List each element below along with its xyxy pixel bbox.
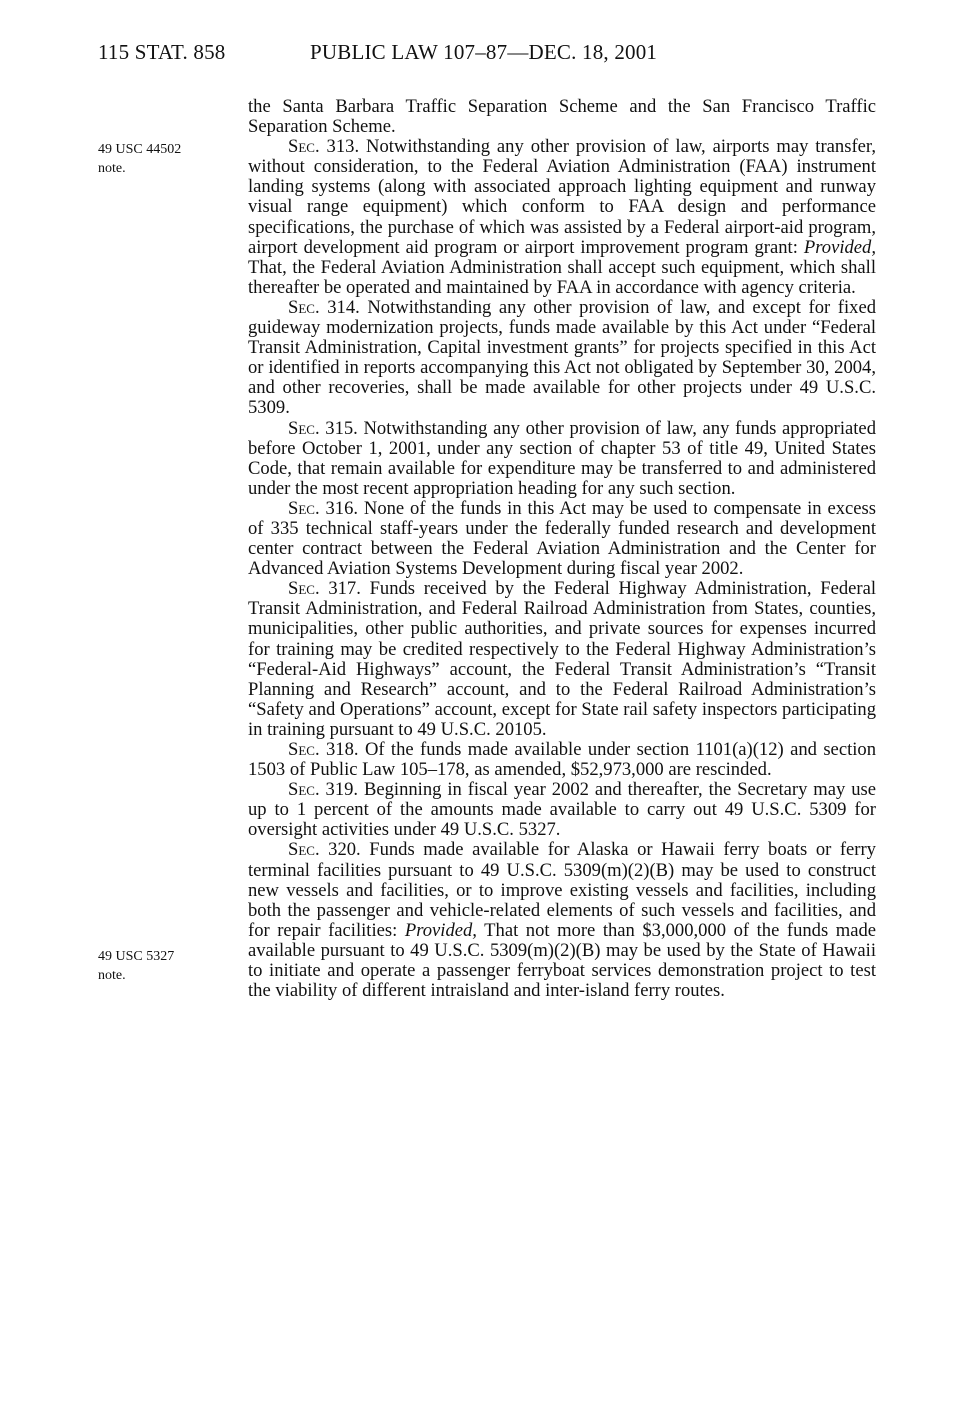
statute-page-reference: 115 STAT. 858 bbox=[98, 40, 226, 64]
margin-note-label: note. bbox=[98, 161, 126, 176]
section-314 bbox=[248, 298, 876, 419]
section-318 bbox=[248, 740, 876, 780]
margin-note-label: note. bbox=[98, 968, 126, 983]
section-number: 320. bbox=[328, 839, 361, 861]
section-label: Sec. bbox=[288, 779, 320, 801]
section-319 bbox=[248, 780, 876, 840]
section-number: 314. bbox=[327, 296, 360, 318]
main-body-text bbox=[248, 97, 876, 1001]
margin-citation: 49 USC 44502 bbox=[98, 142, 182, 157]
section-label: Sec. bbox=[288, 578, 320, 600]
section-number: 319. bbox=[325, 779, 359, 801]
section-320 bbox=[248, 840, 876, 1001]
section-text: Beginning in fiscal year 2002 and thereafter, the Secretary may use up to 1 percent of the amounts made available to carry out 49 U.S.C. 5309 for oversight activities under 49 U.S.C. 5327. bbox=[248, 779, 876, 841]
section-label: Sec. bbox=[288, 839, 320, 861]
section-number: 315. bbox=[325, 417, 358, 439]
section-label: Sec. bbox=[288, 417, 320, 439]
section-number: 316. bbox=[325, 497, 359, 519]
page-header bbox=[98, 40, 778, 70]
proviso: Provided, bbox=[803, 236, 877, 258]
public-law-title: PUBLIC LAW 107–87—DEC. 18, 2001 bbox=[310, 40, 658, 64]
section-number: 313. bbox=[326, 136, 360, 158]
section-number: 317. bbox=[328, 578, 361, 600]
section-317 bbox=[248, 579, 876, 740]
section-text: Notwithstanding any other provision of law, and except for fixed guideway modernization projects, funds made available by this Act under “Federal Transit Administration, Capital investment grants” for projects specified in this Act or identified in reports accompanying this Act not obligated by September 30, 2004, and other recoveries, shall be made available for other projects under 49 U.S.C. 5309. bbox=[248, 296, 877, 419]
section-text: Funds received by the Federal Highway Administration, Federal Transit Administration, and Federal Railroad Administration from States, counties, municipalities, other public authorities, and private sources for expenses incurred for training may be credited respectively to the Federal Highway Administration’s “Federal-Aid Highways” account, the Federal Transit Administration’s “Transit Planning and Research” account, and to the Federal Railroad Administration’s “Safety and Operations” account, except for State rail safety inspectors participating in training pursuant to 49 U.S.C. 20105. bbox=[248, 578, 877, 740]
section-label: Sec. bbox=[288, 497, 320, 519]
margin-citation: 49 USC 5327 bbox=[98, 949, 175, 964]
section-text: Funds made available for Alaska or Hawaii ferry boats or ferry terminal facilities pursuant to 49 U.S.C. 5309(m)(2)(B) may be used to construct new vessels and facilities, or to improve existing vessels and facilities, including both the passenger and vehicle-related elements of such vessels and facilities, and for repair facilities: bbox=[248, 839, 876, 941]
continued-paragraph: the Santa Barbara Traffic Separation Scheme and the San Francisco Traffic Separation Scheme. bbox=[248, 96, 876, 138]
section-315 bbox=[248, 419, 876, 499]
section-number: 318. bbox=[326, 739, 359, 760]
section-text-continued: That, the Federal Aviation Administration shall accept such equipment, which shall thereafter be operated and maintained by FAA in accordance with agency criteria. bbox=[248, 256, 876, 298]
section-label: Sec. bbox=[288, 296, 320, 318]
section-text: Of the funds made available under section 1101(a)(12) and section 1503 of Public Law 105–178, as amended, $52,973,000 are rescinded. bbox=[248, 739, 876, 781]
section-text: None of the funds in this Act may be used to compensate in excess of 335 technical staff-years under the federally funded research and development center contract between the Federal Aviation Administration and the Center for Advanced Aviation Systems Development during fiscal year 2002. bbox=[248, 497, 876, 580]
section-label: Sec. bbox=[288, 739, 320, 760]
margin-note-sec-313 bbox=[98, 140, 228, 178]
section-316 bbox=[248, 499, 876, 579]
section-text: Notwithstanding any other provision of law, any funds appropriated before October 1, 2001, under any section of chapter 53 of title 49, United States Code, that remain available for expenditure may be transferred to and administered under the most recent appropriation heading for any such section. bbox=[248, 417, 876, 499]
section-label: Sec. bbox=[288, 136, 320, 158]
section-text-continued: That not more than $3,000,000 of the funds made available pursuant to 49 U.S.C. 5309(m)(2)(B) may be used by the State of Hawaii to initiate and operate a passenger ferryboat services demonstration project to test the viability of different intraisland and inter-island ferry routes. bbox=[248, 919, 876, 1002]
section-313 bbox=[248, 137, 876, 298]
proviso: Provided, bbox=[404, 919, 477, 941]
margin-note-sec-319 bbox=[98, 947, 228, 985]
section-text: Notwithstanding any other provision of law, airports may transfer, without consideration, to the Federal Aviation Administration (FAA) instrument landing systems (along with associated approach lighting equipment and runway visual range equipment) which conform to FAA design and performance specifications, the purchase of which was assisted by a Federal airport-aid program, airport development aid program or airport improvement program grant: bbox=[248, 136, 876, 258]
